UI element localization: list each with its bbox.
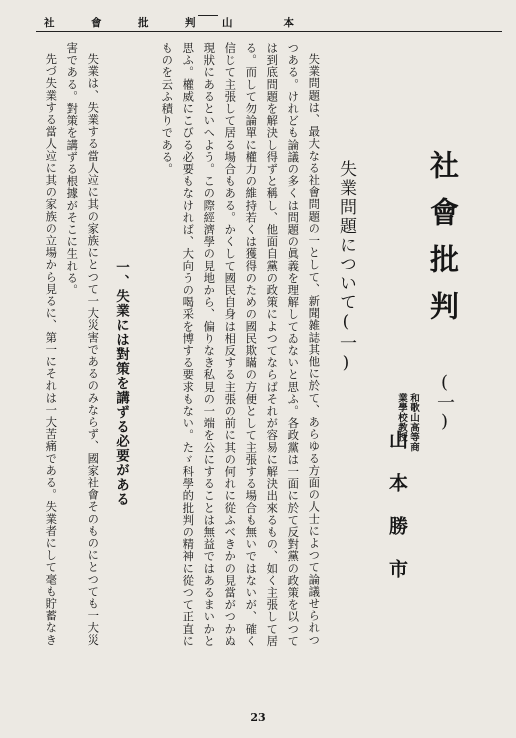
paragraph-line: 害である。對策を講ずる根據がそこに生れる。	[65, 42, 80, 297]
paragraph-line: 失業問題は、最大なる社會問題の一として、新聞雑誌其他に於て、あらゆる方面の人士によつて論議せられつ	[307, 53, 322, 646]
running-title: 社 會 批 判	[44, 17, 209, 29]
paragraph-line: 先づ失業する當人竝に其の家族の立場から見るに、第一にそれは一大苦痛である。失業者にして毫も貯蓄なき	[44, 53, 59, 646]
paragraph-line: 思ふ。權威にこびる必要もなければ、大向うの喝采を博する要求もない。たゞ科學的批判の精神に從つて正直に	[181, 42, 196, 647]
running-header	[0, 15, 516, 29]
paragraph-line: 失業は、失業する當人竝に其の家族にとつて一大災害であるのみならず、國家社會そのものにとつても一大災	[86, 53, 101, 646]
paragraph-line: 現狀にあるといへよう。この際經濟學の見地から、偏りなき私見の一端を公にすることは無益ではあるまいかと	[202, 42, 217, 647]
author-affiliation-line-2: 業學校教授	[396, 393, 407, 442]
paragraph-line: ものを云ふ積りである。	[160, 42, 175, 176]
paragraph-line: る。而して勿論單に權力の維持若くは獲得のための國民欺瞞の方便として主張する場合も無いではないが、確く	[244, 42, 259, 647]
author-name: 山本勝市	[386, 430, 408, 602]
author-affiliation-line-1: 和歌山高等商	[408, 393, 419, 452]
paragraph-line: つある。けれども論議の多くは問題の眞義を理解してゐないと思ふ。各政黨は一面に於て反對黨の政策を以つて	[286, 42, 301, 647]
section-heading: 一、失業には對策を講ずる必要がある	[113, 260, 129, 507]
section-subtitle: 失業問題について(一)	[336, 160, 356, 375]
running-author: 山 本	[222, 17, 304, 29]
paragraph-line: 信じて主張して居る場合もある。かくして國民自身は相反する主張の前に其の何れに從ふべきかの見當がつかぬ	[223, 42, 238, 647]
paragraph-line: は到底問題を解決し得ずと稱し、他面自黨の政策によつてならばそれが容易に解決出來るもの、如く主張して居	[265, 42, 280, 647]
header-rule	[36, 31, 502, 32]
page-number: 23	[250, 711, 266, 724]
article-title: 社會批判	[426, 150, 460, 338]
article-volume: (一)	[434, 372, 455, 432]
